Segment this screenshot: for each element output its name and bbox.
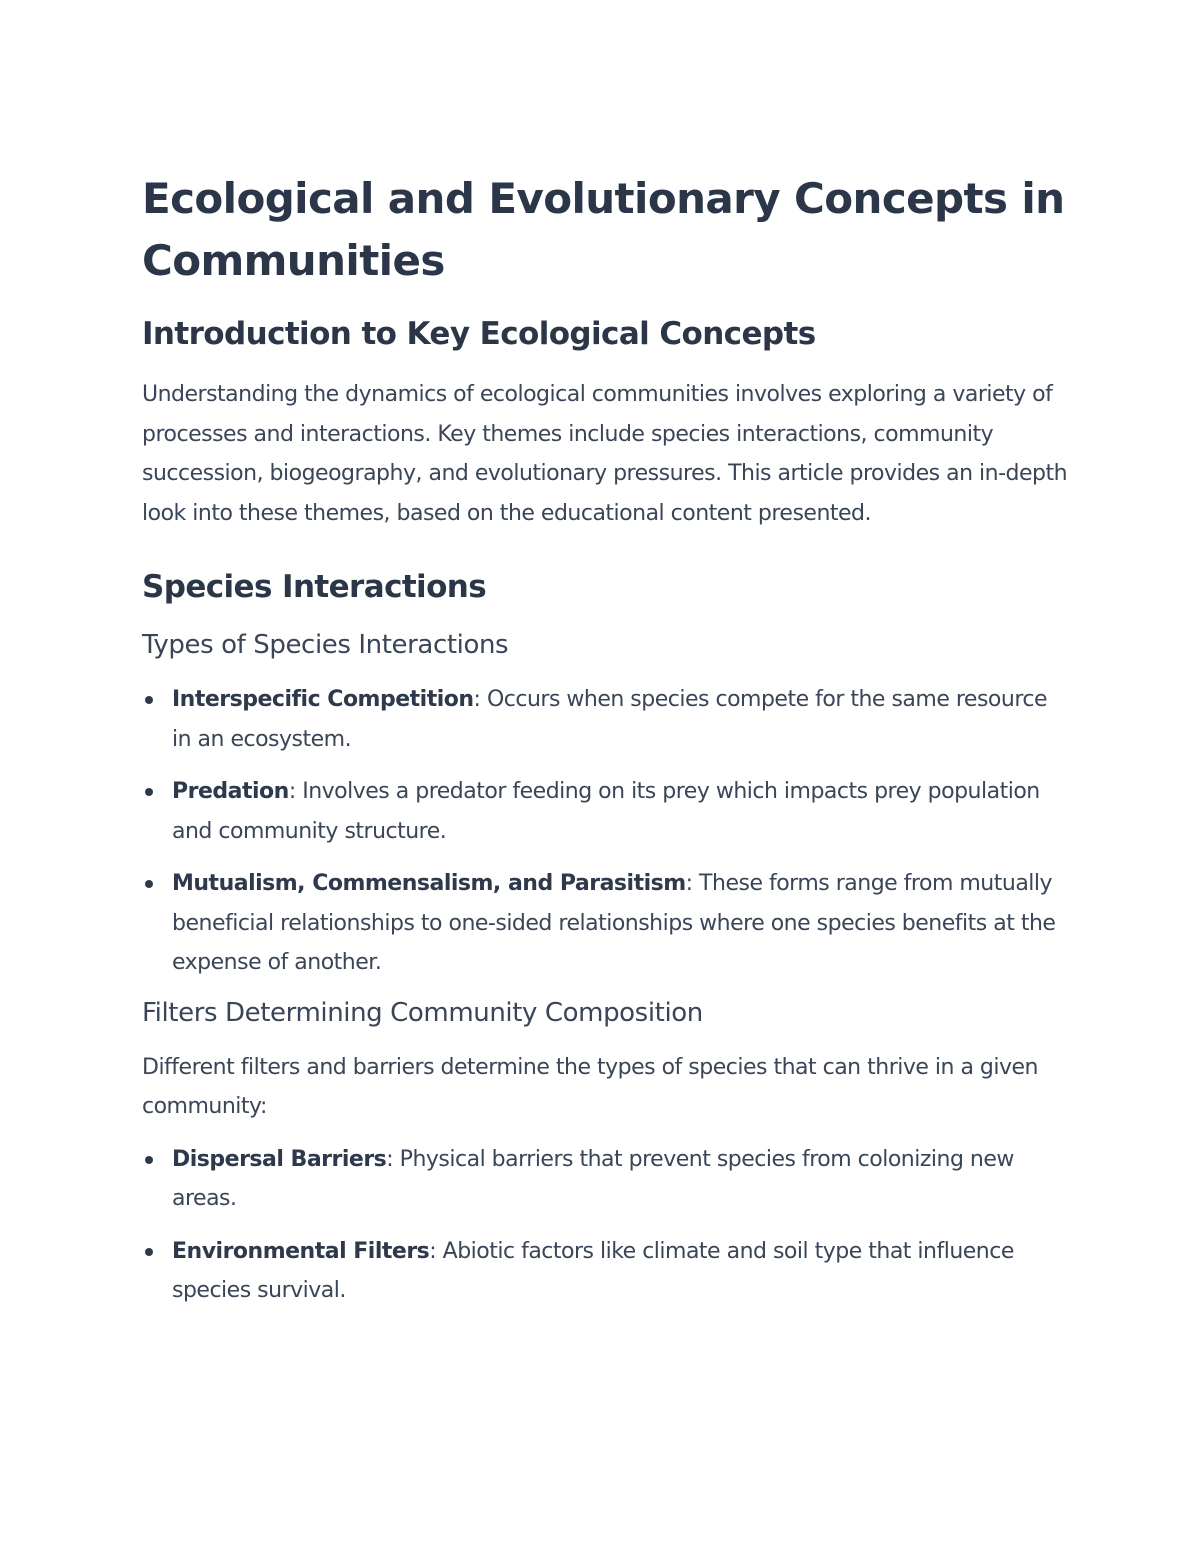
bullet-icon: [145, 696, 153, 704]
list-item-desc: : Abiotic factors like climate and soil type that influence species survival.: [172, 1238, 1014, 1303]
list-item-desc: : These forms range from mutually beneficial relationships to one-sided relationships where one species benefits at the expense of another.: [172, 871, 1056, 975]
list-item-desc: : Involves a predator feeding on its prey which impacts prey population and community structure.: [172, 779, 1040, 844]
list-item-desc: : Occurs when species compete for the same resource in an ecosystem.: [172, 687, 1048, 752]
bullet-icon: [145, 1156, 153, 1164]
list-item: [142, 772, 1072, 851]
document-page: [142, 168, 1072, 1324]
types-list: [142, 680, 1072, 983]
list-item: [142, 1232, 1072, 1311]
filters-list: [142, 1140, 1072, 1311]
list-item-term: Mutualism, Commensalism, and Parasitism: [172, 871, 686, 896]
bullet-icon: [145, 1248, 153, 1256]
types-heading: Types of Species Interactions: [142, 630, 509, 660]
filters-heading: Filters Determining Community Composition: [142, 997, 703, 1028]
document-title: Ecological and Evolutionary Concepts in Communities: [142, 174, 1065, 285]
list-item-term: Environmental Filters: [172, 1238, 430, 1264]
list-item-term: Dispersal Barriers: [172, 1146, 387, 1172]
list-item: [142, 680, 1072, 759]
list-item-term: Predation: [172, 779, 289, 804]
intro-paragraph: Understanding the dynamics of ecological communities involves exploring a variety of processes and interactions. Key themes include species interactions, community succession, biogeography, and evolutionary pressures. This article provides an in-depth look into these themes, based on the educational content presented.: [142, 382, 1068, 526]
filters-paragraph: Different filters and barriers determine the types of species that can thrive in a given community:: [142, 1054, 1038, 1119]
list-item: [142, 1140, 1072, 1219]
bullet-icon: [145, 788, 153, 796]
species-interactions-heading: Species Interactions: [142, 569, 487, 605]
list-item: [142, 864, 1072, 983]
intro-heading: Introduction to Key Ecological Concepts: [142, 316, 816, 352]
list-item-term: Interspecific Competition: [172, 687, 474, 712]
bullet-icon: [145, 880, 153, 888]
list-item-desc: : Physical barriers that prevent species from colonizing new areas.: [172, 1146, 1014, 1211]
